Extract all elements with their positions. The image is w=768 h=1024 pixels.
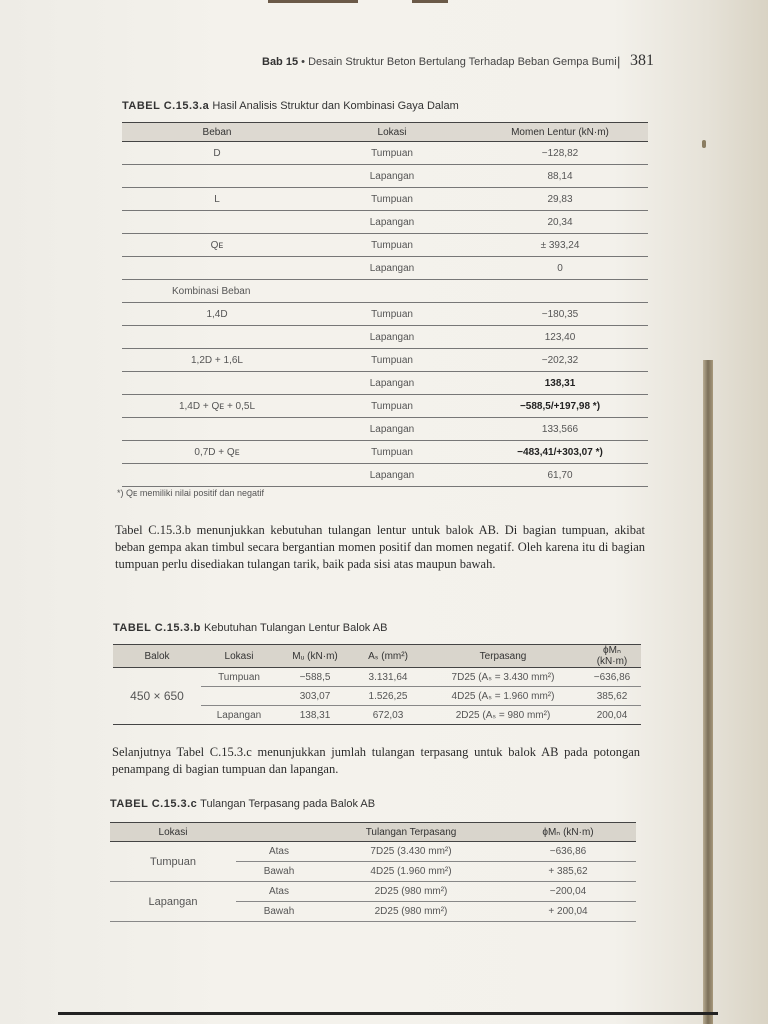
header-bullet: • (301, 56, 305, 68)
page-edge-mark (268, 0, 358, 3)
table-row (122, 188, 648, 211)
cell-posisi: Atas (236, 842, 322, 862)
cell-lokasi: Tumpuan (312, 234, 472, 257)
cell-lokasi: Lapangan (201, 706, 277, 725)
table-row (122, 211, 648, 234)
cell-balok: 450 × 650 (113, 668, 201, 725)
cell-beban: 0,7D + Qᴇ (122, 441, 312, 464)
col-lokasi: Lokasi (201, 645, 277, 668)
cell-tulangan: 4D25 (1.960 mm²) (322, 862, 500, 882)
cell-tulangan: 2D25 (980 mm²) (322, 902, 500, 922)
cell-momen: −588,5/+197,98 *) (472, 395, 648, 418)
cell-phimn: 385,62 (583, 687, 641, 706)
cell-beban (122, 372, 312, 395)
cell-phimn: 200,04 (583, 706, 641, 725)
table-row (110, 882, 636, 902)
cell-beban: 1,4D + Qᴇ + 0,5L (122, 395, 312, 418)
table-c-caption (110, 798, 375, 810)
col-terpasang: Terpasang (423, 645, 583, 668)
cell-lokasi: Lapangan (312, 464, 472, 487)
cell-lokasi: Tumpuan (312, 441, 472, 464)
cell-lokasi: Tumpuan (312, 349, 472, 372)
cell-beban (122, 165, 312, 188)
cell-as: 1.526,25 (353, 687, 423, 706)
cell-phimn: −636,86 (500, 842, 636, 862)
cell-lokasi: Tumpuan (201, 668, 277, 687)
header-separator: | (617, 54, 621, 69)
cell-momen: 20,34 (472, 211, 648, 234)
cell-lokasi: Tumpuan (312, 395, 472, 418)
cell-lokasi: Lapangan (312, 326, 472, 349)
col-beban: Beban (122, 123, 312, 142)
table-row (122, 372, 648, 395)
table-row (122, 280, 648, 303)
col-lokasi: Lokasi (110, 823, 236, 842)
cell-lokasi: Lapangan (312, 418, 472, 441)
page-bottom-edge (58, 1012, 718, 1015)
table-row (122, 395, 648, 418)
book-spine-shadow (703, 360, 713, 1024)
cell-lokasi: Lapangan (312, 257, 472, 280)
cell-phimn: + 200,04 (500, 902, 636, 922)
cell-beban (122, 464, 312, 487)
cell-beban: Kombinasi Beban (122, 280, 312, 303)
col-lokasi: Lokasi (312, 123, 472, 142)
cell-tulangan: 2D25 (980 mm²) (322, 882, 500, 902)
table-row (122, 349, 648, 372)
col-phimn: ϕMₙ (kN·m) (583, 645, 641, 668)
table-c (110, 822, 636, 922)
table-b-label: TABEL C.15.3.b (113, 622, 201, 634)
table-a (122, 122, 648, 487)
paragraph-2: Selanjutnya Tabel C.15.3.c menunjukkan jumlah tulangan terpasang untuk balok AB pada potongan penampang di bagian tumpuan dan lapangan. (112, 745, 640, 776)
cell-beban: Qᴇ (122, 234, 312, 257)
table-header-row (122, 123, 648, 142)
chapter-title: Desain Struktur Beton Bertulang Terhadap Beban Gempa Bumi (308, 56, 617, 68)
table-header-row (110, 823, 636, 842)
paragraph-1: Tabel C.15.3.b menunjukkan kebutuhan tulangan lentur untuk balok AB. Di bagian tumpuan, akibat beban gempa akan timbul secara bergantian momen positif dan momen negatif. Oleh karena itu di bagian tumpuan perlu disediakan tulangan tarik, baik pada sisi atas maupun bawah. (115, 523, 645, 571)
cell-as: 3.131,64 (353, 668, 423, 687)
cell-lokasi: Lapangan (312, 211, 472, 234)
cell-lokasi: Lapangan (110, 882, 236, 922)
cell-momen: −180,35 (472, 303, 648, 326)
cell-beban (122, 326, 312, 349)
cell-momen: 0 (472, 257, 648, 280)
cell-beban: 1,2D + 1,6L (122, 349, 312, 372)
cell-lokasi (312, 280, 472, 303)
cell-momen: −202,32 (472, 349, 648, 372)
cell-beban: D (122, 142, 312, 165)
cell-lokasi: Tumpuan (312, 188, 472, 211)
cell-momen: −483,41/+303,07 *) (472, 441, 648, 464)
table-a-footnote: *) Qᴇ memiliki nilai positif dan negatif (117, 488, 264, 498)
cell-beban: L (122, 188, 312, 211)
cell-momen: −128,82 (472, 142, 648, 165)
cell-posisi: Bawah (236, 862, 322, 882)
cell-momen: 123,40 (472, 326, 648, 349)
cell-momen: 138,31 (472, 372, 648, 395)
col-momen: Momen Lentur (kN·m) (472, 123, 648, 142)
col-balok: Balok (113, 645, 201, 668)
cell-lokasi: Lapangan (312, 165, 472, 188)
col-posisi (236, 823, 322, 842)
col-as: Aₛ (mm²) (353, 645, 423, 668)
table-row (113, 668, 641, 687)
cell-mu: 138,31 (277, 706, 353, 725)
table-a-caption (122, 100, 459, 112)
cell-phimn: −200,04 (500, 882, 636, 902)
running-header (262, 56, 617, 68)
cell-momen: 61,70 (472, 464, 648, 487)
cell-mu: −588,5 (277, 668, 353, 687)
cell-mu: 303,07 (277, 687, 353, 706)
table-c-label: TABEL C.15.3.c (110, 798, 198, 810)
page-edge-mark (412, 0, 448, 3)
cell-momen: 88,14 (472, 165, 648, 188)
table-row (122, 165, 648, 188)
cell-lokasi (201, 687, 277, 706)
col-mu: Mᵤ (kN·m) (277, 645, 353, 668)
col-phimn: ϕMₙ (kN·m) (500, 823, 636, 842)
cell-phimn: + 385,62 (500, 862, 636, 882)
cell-beban (122, 211, 312, 234)
table-row (122, 464, 648, 487)
page-number: 381 (630, 52, 654, 69)
table-a-title: Hasil Analisis Struktur dan Kombinasi Gaya Dalam (212, 100, 459, 112)
table-b-title: Kebutuhan Tulangan Lentur Balok AB (203, 622, 388, 634)
cell-momen: ± 393,24 (472, 234, 648, 257)
chapter-label: Bab 15 (262, 56, 299, 68)
table-b (113, 644, 641, 725)
table-c-title: Tulangan Terpasang pada Balok AB (200, 798, 376, 810)
cell-lokasi: Tumpuan (110, 842, 236, 882)
table-row (122, 418, 648, 441)
cell-lokasi: Lapangan (312, 372, 472, 395)
table-a-label: TABEL C.15.3.a (122, 100, 210, 112)
cell-momen: 133,566 (472, 418, 648, 441)
cell-lokasi: Tumpuan (312, 303, 472, 326)
table-row (122, 257, 648, 280)
cell-posisi: Atas (236, 882, 322, 902)
cell-terpasang: 7D25 (Aₛ = 3.430 mm²) (423, 668, 583, 687)
cell-as: 672,03 (353, 706, 423, 725)
table-row (122, 142, 648, 165)
table-header-row (113, 645, 641, 668)
cell-phimn: −636,86 (583, 668, 641, 687)
table-b-caption (113, 622, 387, 634)
table-row (110, 842, 636, 862)
page-speck (702, 140, 706, 148)
cell-terpasang: 4D25 (Aₛ = 1.960 mm²) (423, 687, 583, 706)
cell-beban: 1,4D (122, 303, 312, 326)
table-row (122, 441, 648, 464)
cell-momen: 29,83 (472, 188, 648, 211)
cell-tulangan: 7D25 (3.430 mm²) (322, 842, 500, 862)
table-row (122, 326, 648, 349)
cell-posisi: Bawah (236, 902, 322, 922)
cell-beban (122, 418, 312, 441)
cell-momen (472, 280, 648, 303)
cell-terpasang: 2D25 (Aₛ = 980 mm²) (423, 706, 583, 725)
table-row (122, 303, 648, 326)
cell-beban (122, 257, 312, 280)
cell-lokasi: Tumpuan (312, 142, 472, 165)
col-tulangan: Tulangan Terpasang (322, 823, 500, 842)
table-row (122, 234, 648, 257)
